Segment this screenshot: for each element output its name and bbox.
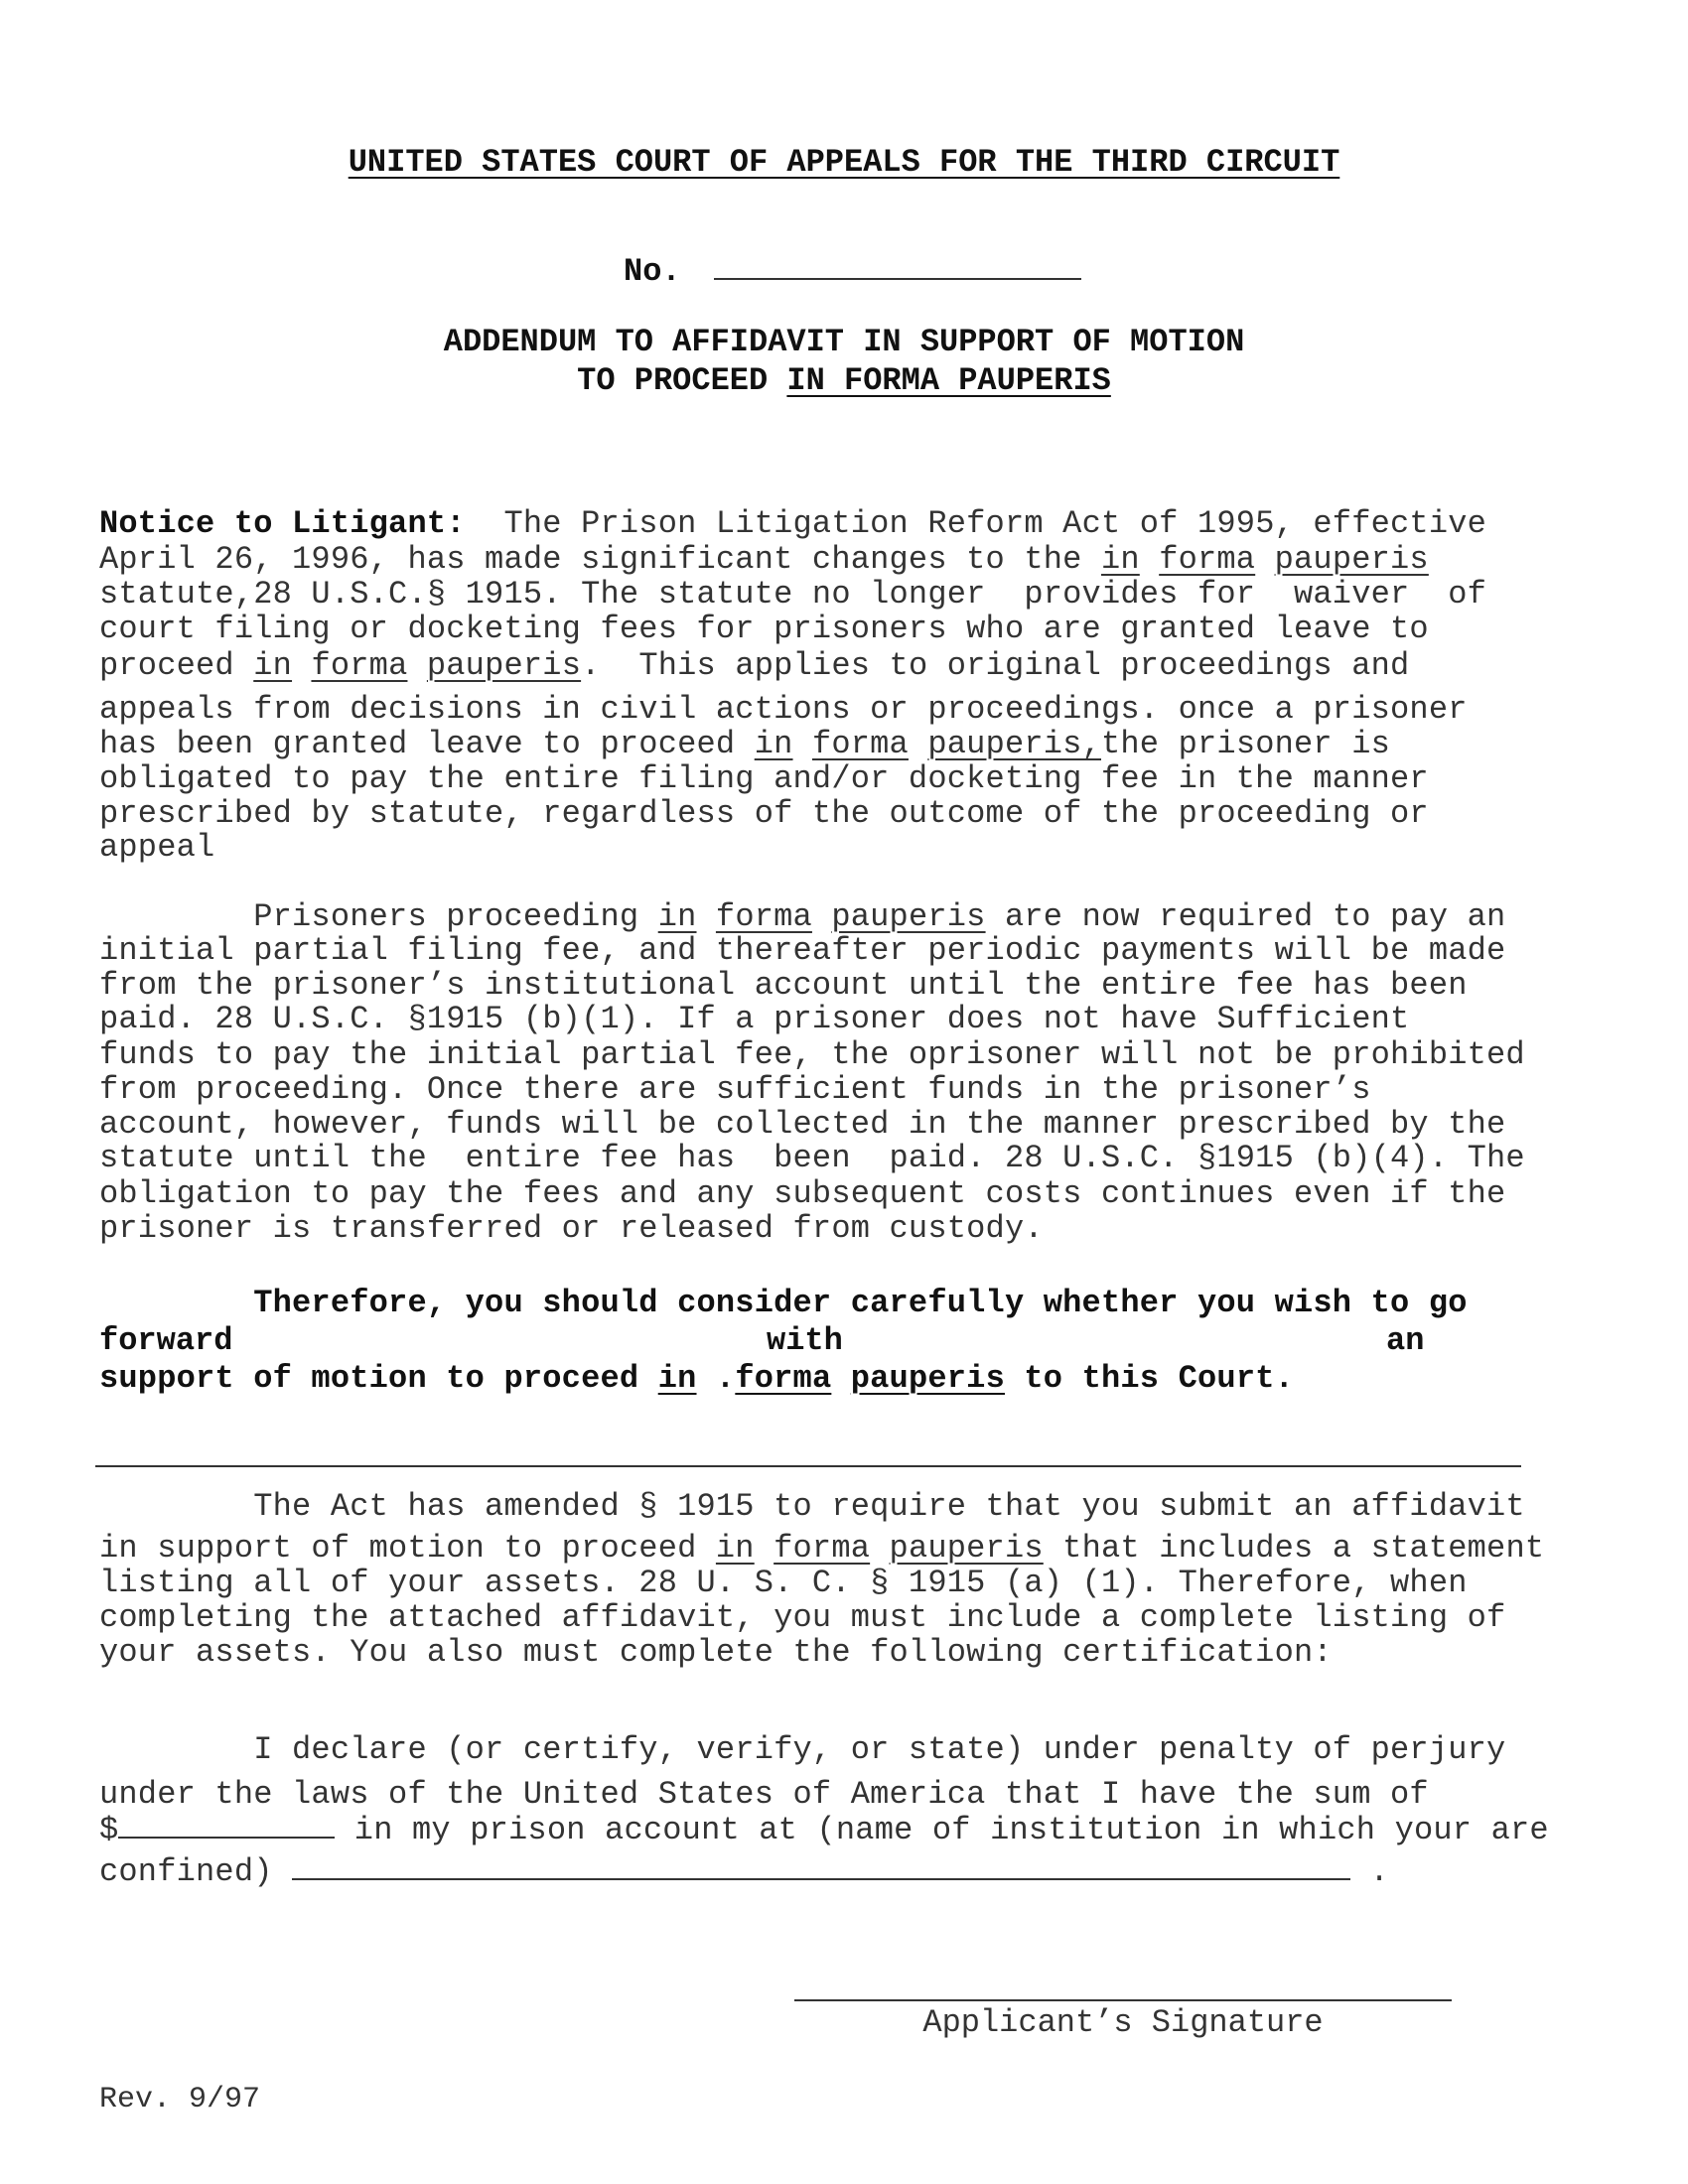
ifp-term: forma bbox=[1159, 541, 1256, 578]
ifp-term: April 26, 1996, has made significant changes to the bbox=[99, 541, 1101, 578]
ifp-term: are now required to pay an bbox=[985, 898, 1506, 935]
ifp-term: forma bbox=[774, 1530, 871, 1567]
warning-word-forward: forward bbox=[99, 1322, 233, 1359]
ifp-term: UNITED STATES COURT OF APPEALS FOR THE THIRD CIRCUIT bbox=[348, 144, 1340, 181]
ifp-term: proceed bbox=[99, 647, 254, 684]
revision-label: Rev. 9/97 bbox=[99, 2083, 261, 2116]
para3-line: your assets. You also must complete the following certification: bbox=[99, 1634, 1333, 1671]
ifp-term: the prisoner is bbox=[1101, 726, 1391, 762]
ifp-term: pauperis bbox=[850, 1360, 1005, 1397]
section-divider bbox=[95, 1465, 1521, 1467]
ifp-term: forma bbox=[735, 1360, 832, 1397]
notice-line: statute,28 U.S.C.§ 1915. The statute no longer provides for waiver of bbox=[99, 576, 1487, 613]
ifp-term: pauperis bbox=[831, 898, 986, 935]
ifp-term: pauperis bbox=[889, 1530, 1044, 1567]
para3-line: The Act has amended § 1915 to require that you submit an affidavit bbox=[99, 1488, 1525, 1525]
case-number-label: No. bbox=[624, 253, 681, 290]
notice-line bbox=[99, 542, 1609, 578]
ifp-term: forma bbox=[811, 726, 909, 762]
ifp-term: The Prison Litigation Reform Act of 1995, effective bbox=[465, 505, 1487, 542]
para2-line: funds to pay the initial partial fee, the oprisoner will not be prohibited bbox=[99, 1036, 1525, 1073]
declaration-line: under the laws of the United States of America that I have the sum of bbox=[99, 1776, 1429, 1813]
ifp-term: Prisoners proceeding bbox=[99, 898, 658, 935]
notice-line: prescribed by statute, regardless of the outcome of the proceeding or bbox=[99, 795, 1429, 832]
ifp-term: in bbox=[754, 726, 793, 762]
court-title bbox=[0, 145, 1688, 181]
ifp-term: to this Court. bbox=[1004, 1360, 1295, 1397]
para2-line: paid. 28 U.S.C. §1915 (b)(1). If a prisoner does not have Sufficient bbox=[99, 1001, 1410, 1037]
ifp-term: in bbox=[715, 1530, 755, 1567]
warning-word-with: with bbox=[767, 1322, 843, 1359]
document-title-line1: ADDENDUM TO AFFIDAVIT IN SUPPORT OF MOTION bbox=[443, 324, 1245, 360]
signature-line[interactable] bbox=[794, 1999, 1452, 2001]
para2-line: from proceeding. Once there are sufficient funds in the prisoner’s bbox=[99, 1071, 1371, 1108]
ifp-term: in bbox=[253, 647, 293, 684]
ifp-term: that includes a statement bbox=[1043, 1530, 1545, 1567]
declaration-line bbox=[99, 1811, 1609, 1848]
notice-line: obligated to pay the entire filing and/or docketing fee in the manner bbox=[99, 760, 1429, 797]
notice-line bbox=[99, 727, 1609, 762]
case-number bbox=[624, 252, 1081, 290]
para3-line: completing the attached affidavit, you must include a complete listing of bbox=[99, 1599, 1506, 1636]
account-sum-field[interactable] bbox=[118, 1811, 335, 1839]
declaration-line bbox=[99, 1852, 1609, 1890]
ifp-term: pauperis bbox=[1274, 541, 1429, 578]
signature-label: Applicant’s Signature bbox=[922, 2004, 1324, 2041]
notice-line bbox=[99, 506, 1609, 542]
para2-line: account, however, funds will be collected in the manner prescribed by the bbox=[99, 1106, 1506, 1143]
notice-line: appeal bbox=[99, 829, 215, 866]
para3-line: listing all of your assets. 28 U. S. C. § 1915 (a) (1). Therefore, when bbox=[99, 1565, 1468, 1601]
para3-line bbox=[99, 1531, 1609, 1567]
document-title-line2 bbox=[0, 363, 1688, 399]
ifp-term: in bbox=[657, 898, 697, 935]
ifp-term: pauperis bbox=[426, 647, 582, 684]
para2-line: initial partial filing fee, and thereafter periodic payments will be made bbox=[99, 932, 1506, 969]
ifp-term: TO PROCEED bbox=[577, 362, 787, 399]
warning-line bbox=[99, 1361, 1609, 1397]
para2-line: statute until the entire fee has been paid. 28 U.S.C. §1915 (b)(4). The bbox=[99, 1140, 1525, 1176]
ifp-term: . bbox=[1369, 1853, 1389, 1890]
ifp-term: confined) bbox=[99, 1853, 273, 1890]
institution-name-field[interactable] bbox=[292, 1852, 1350, 1880]
ifp-term: support of motion to proceed bbox=[99, 1360, 658, 1397]
notice-line: appeals from decisions in civil actions or proceedings. once a prisoner bbox=[99, 691, 1468, 728]
ifp-term: in my prison account at (name of institution in which your are bbox=[335, 1812, 1549, 1848]
ifp-term: in bbox=[657, 1360, 697, 1397]
notice-line bbox=[99, 648, 1609, 684]
ifp-term: . This applies to original proceedings and bbox=[581, 647, 1410, 684]
ifp-term: has been granted leave to proceed bbox=[99, 726, 755, 762]
para2-line bbox=[99, 899, 1609, 935]
ifp-title: IN FORMA PAUPERIS bbox=[786, 362, 1111, 399]
ifp-term: . bbox=[696, 1360, 736, 1397]
declaration-line: I declare (or certify, verify, or state) under penalty of perjury bbox=[99, 1731, 1506, 1768]
para2-line: prisoner is transferred or released from custody. bbox=[99, 1210, 1044, 1247]
ifp-term: forma bbox=[311, 647, 408, 684]
para2-line: from the prisoner’s institutional account until the entire fee has been bbox=[99, 967, 1468, 1004]
case-number-field[interactable] bbox=[714, 252, 1081, 280]
ifp-term: pauperis, bbox=[927, 726, 1101, 762]
ifp-term: forma bbox=[715, 898, 812, 935]
notice-line: court filing or docketing fees for prisoners who are granted leave to bbox=[99, 611, 1429, 647]
ifp-term: in support of motion to proceed bbox=[99, 1530, 716, 1567]
ifp-term: in bbox=[1100, 541, 1140, 578]
para2-line: obligation to pay the fees and any subsequent costs continues even if the bbox=[99, 1175, 1506, 1212]
notice-label: Notice to Litigant: bbox=[99, 505, 466, 542]
dollar-sign: $ bbox=[99, 1812, 119, 1848]
warning-line: Therefore, you should consider carefully whether you wish to go bbox=[99, 1285, 1468, 1321]
warning-word-an: an bbox=[1386, 1322, 1425, 1359]
